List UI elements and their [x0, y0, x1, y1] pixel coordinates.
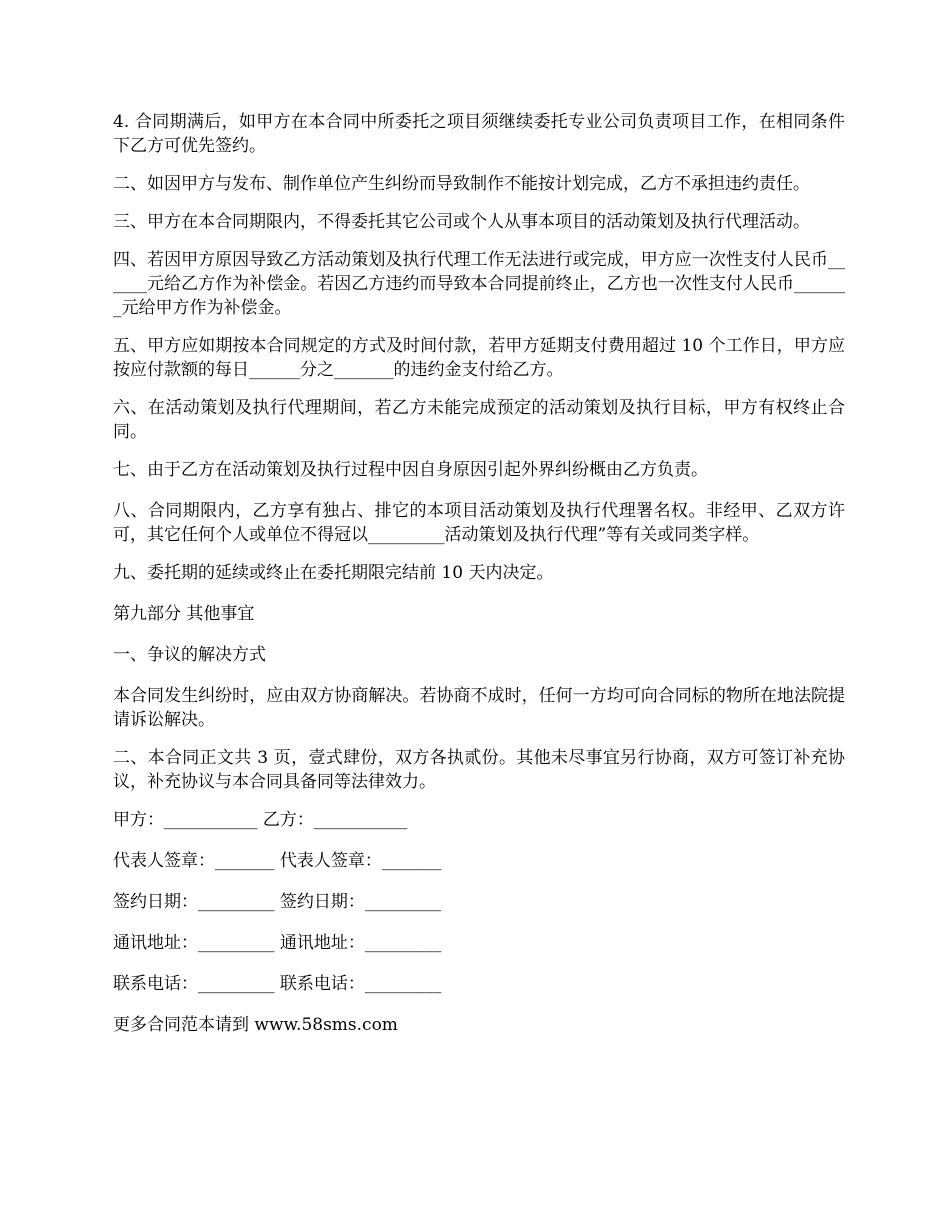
clause-dispute-no-liability: 二、如因甲方与发布、制作单位产生纠纷而导致制作不能按计划完成，乙方不承担违约责任。: [113, 174, 810, 194]
clause-naming-rights: 八、合同期限内，乙方享有独占、排它的本项目活动策划及执行代理署名权。非经甲、乙双方许可，其它任何个人或单位不得冠以_________活动策划及执行代理”等有关或同类字样。: [113, 501, 845, 545]
signature-representatives: 代表人签章：_______ 代表人签章：_______: [113, 851, 442, 871]
document-page: [113, 110, 845, 1054]
clause-exclusive-agency: 三、甲方在本合同期限内，不得委托其它公司或个人从事本项目的活动策划及执行代理活动。: [113, 212, 810, 232]
section-heading-other-matters: 第九部分 其他事宜: [113, 604, 255, 624]
signature-dates: 签约日期：_________ 签约日期：_________: [113, 892, 442, 912]
subheading-dispute-resolution: 一、争议的解决方式: [113, 645, 266, 665]
clause-copies-and-supplement: 二、本合同正文共 3 页，壹式肆份，双方各执贰份。其他未尽事宜另行协商，双方可签订补充协议，补充协议与本合同具备同等法律效力。: [113, 748, 845, 792]
clause-extension-decision: 九、委托期的延续或终止在委托期限完结前 10 天内决定。: [113, 563, 554, 583]
clause-termination-right: 六、在活动策划及执行代理期间，若乙方未能完成预定的活动策划及执行目标，甲方有权终止合同。: [113, 398, 845, 442]
signature-addresses: 通讯地址：_________ 通讯地址：_________: [113, 933, 442, 953]
clause-renewal-priority: 4. 合同期满后，如甲方在本合同中所委托之项目须继续委托专业公司负责项目工作，在相同条件下乙方可优先签约。: [113, 112, 845, 156]
clause-external-dispute: 七、由于乙方在活动策划及执行过程中因自身原因引起外界纠纷概由乙方负责。: [113, 460, 708, 480]
signature-phones: 联系电话：_________ 联系电话：_________: [113, 974, 442, 994]
footer-more-templates: 更多合同范本请到 www.58sms.com: [113, 1015, 398, 1035]
clause-late-payment: 五、甲方应如期按本合同规定的方式及时间付款，若甲方延期支付费用超过 10 个工作日，甲方应按应付款额的每日______分之_______的违约金支付给乙方。: [113, 336, 845, 380]
signature-parties: 甲方：___________ 乙方：___________: [113, 810, 408, 830]
clause-compensation: 四、若因甲方原因导致乙方活动策划及执行代理工作无法进行或完成，甲方应一次性支付人民币______元给乙方作为补偿金。若因乙方违约而导致本合同提前终止，乙方也一次性支付人民币_______元给甲方作为补偿金。: [113, 250, 845, 318]
clause-litigation: 本合同发生纠纷时，应由双方协商解决。若协商不成时，任何一方均可向合同标的物所在地法院提请诉讼解决。: [113, 686, 845, 730]
